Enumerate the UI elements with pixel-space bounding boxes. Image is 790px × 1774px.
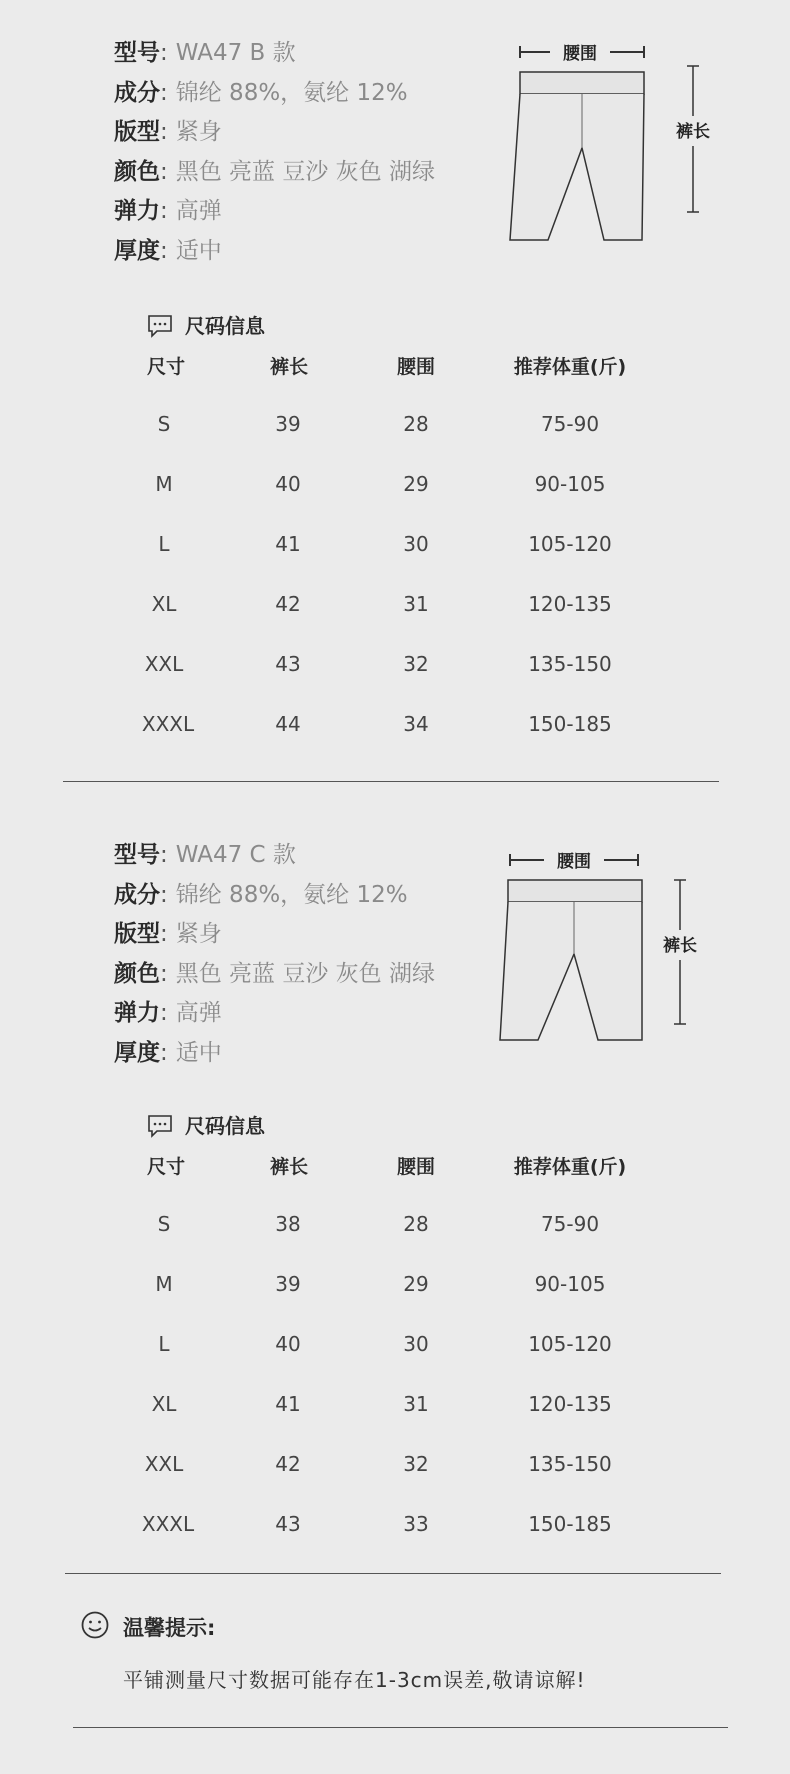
cell-size: M <box>155 1272 173 1296</box>
spec-row-fit: 版型: 紧身 <box>114 119 222 145</box>
cell-size: S <box>157 412 171 436</box>
cell-waist: 28 <box>403 1212 429 1236</box>
cell-weight: 135-150 <box>528 652 612 676</box>
header-waist: 腰围 <box>396 356 436 378</box>
section-divider <box>63 781 719 782</box>
cell-weight: 135-150 <box>528 1452 612 1476</box>
cell-size: L <box>158 1332 170 1356</box>
spec-value: WA47 B 款 <box>175 40 296 66</box>
spec-value: 黑色 亮蓝 豆沙 灰色 湖绿 <box>175 158 435 185</box>
tips-title: 温馨提示: <box>123 1616 216 1640</box>
spec-key: 成分 <box>114 881 160 908</box>
spec-key: 颜色 <box>114 960 160 987</box>
cell-size: S <box>157 1212 171 1236</box>
waist-label: 腰围 <box>563 44 597 64</box>
spec-row-fit: 版型: 紧身 <box>114 921 222 947</box>
pants-diagram-svg <box>490 846 720 1056</box>
header-waist: 腰围 <box>396 1156 436 1178</box>
pants-measure-diagram <box>490 846 720 1060</box>
cell-waist: 29 <box>403 472 429 496</box>
cell-weight: 150-185 <box>528 712 612 736</box>
header-size: 尺寸 <box>146 1156 186 1178</box>
cell-size: XL <box>151 1392 177 1416</box>
cell-size: L <box>158 532 170 556</box>
spec-key: 成分 <box>114 79 160 106</box>
section-divider <box>65 1573 721 1574</box>
pants-measure-diagram <box>500 38 730 252</box>
pants-waistband <box>520 72 644 94</box>
header-length: 裤长 <box>269 1156 309 1178</box>
footer-divider <box>73 1727 728 1728</box>
spec-list <box>114 836 435 1073</box>
cell-weight: 75-90 <box>540 412 600 436</box>
spec-row-color: 颜色: 黑色 亮蓝 豆沙 灰色 湖绿 <box>114 960 435 987</box>
cell-weight: 105-120 <box>528 532 612 556</box>
spec-row-model: 型号: WA47 B 款 <box>114 40 296 66</box>
pants-outline <box>510 94 644 240</box>
spec-row-material: 成分: 锦纶 88%，氨纶 12% <box>114 881 408 908</box>
spec-key: 型号 <box>114 842 160 868</box>
cell-length: 41 <box>275 1392 301 1416</box>
spec-value: 适中 <box>175 1039 222 1066</box>
cell-waist: 28 <box>403 412 429 436</box>
size-table-title <box>147 1110 265 1142</box>
cell-size: XXL <box>144 1452 184 1476</box>
spec-row-model: 型号: WA47 C 款 <box>114 842 296 868</box>
size-table-title-text: 尺码信息 <box>185 1114 265 1138</box>
spec-row-elasticity: 弹力: 高弹 <box>114 1000 222 1026</box>
spec-row-thickness: 厚度: 适中 <box>114 1039 222 1066</box>
cell-length: 43 <box>275 652 301 676</box>
spec-value: 紧身 <box>175 921 222 947</box>
chat-bubble-icon <box>147 1114 173 1138</box>
pants-outline <box>500 902 642 1040</box>
header-length: 裤长 <box>269 356 309 378</box>
spec-value: 紧身 <box>175 119 222 145</box>
spec-value: 适中 <box>175 237 222 264</box>
smiley-icon <box>80 1610 110 1640</box>
spec-key: 厚度 <box>114 237 160 264</box>
cell-size: XL <box>151 592 177 616</box>
spec-key: 弹力 <box>114 198 160 224</box>
cell-weight: 105-120 <box>528 1332 612 1356</box>
length-label: 裤长 <box>663 936 697 956</box>
cell-length: 39 <box>275 412 301 436</box>
header-size: 尺寸 <box>146 356 186 378</box>
spec-value: WA47 C 款 <box>175 842 296 868</box>
spec-key: 版型 <box>114 921 160 947</box>
spec-key: 颜色 <box>114 158 160 185</box>
spec-list <box>114 34 435 271</box>
cell-size: M <box>155 472 173 496</box>
cell-waist: 32 <box>403 1452 429 1476</box>
spec-value: 锦纶 88%，氨纶 12% <box>175 79 408 106</box>
cell-length: 38 <box>275 1212 301 1236</box>
length-label: 裤长 <box>676 122 710 142</box>
spec-value: 锦纶 88%，氨纶 12% <box>175 881 408 908</box>
spec-row-color: 颜色: 黑色 亮蓝 豆沙 灰色 湖绿 <box>114 158 435 185</box>
spec-row-thickness: 厚度: 适中 <box>114 237 222 264</box>
cell-waist: 29 <box>403 1272 429 1296</box>
pants-waistband <box>508 880 642 902</box>
spec-key: 型号 <box>114 40 160 66</box>
size-table-title <box>147 310 265 342</box>
cell-size: XXXL <box>141 1512 195 1536</box>
cell-length: 40 <box>275 472 301 496</box>
size-table-title-text: 尺码信息 <box>185 314 265 338</box>
cell-waist: 33 <box>403 1512 429 1536</box>
cell-size: XXXL <box>141 712 195 736</box>
spec-key: 厚度 <box>114 1039 160 1066</box>
header-weight: 推荐体重(斤) <box>513 356 627 378</box>
spec-row-material: 成分: 锦纶 88%，氨纶 12% <box>114 79 408 106</box>
cell-waist: 30 <box>403 1332 429 1356</box>
header-weight: 推荐体重(斤) <box>513 1156 627 1178</box>
chat-bubble-icon <box>147 314 173 338</box>
spec-value: 黑色 亮蓝 豆沙 灰色 湖绿 <box>175 960 435 987</box>
cell-length: 44 <box>275 712 301 736</box>
cell-waist: 32 <box>403 652 429 676</box>
cell-weight: 90-105 <box>534 472 606 496</box>
tips-text: 平铺测量尺寸数据可能存在1-3cm误差,敬请谅解! <box>123 1668 586 1692</box>
cell-length: 39 <box>275 1272 301 1296</box>
cell-length: 42 <box>275 592 301 616</box>
cell-weight: 75-90 <box>540 1212 600 1236</box>
pants-diagram-svg <box>500 38 730 248</box>
cell-weight: 120-135 <box>528 592 612 616</box>
cell-waist: 30 <box>403 532 429 556</box>
cell-weight: 120-135 <box>528 1392 612 1416</box>
spec-value: 高弹 <box>175 1000 222 1026</box>
cell-waist: 31 <box>403 592 429 616</box>
waist-label: 腰围 <box>557 852 591 872</box>
cell-length: 42 <box>275 1452 301 1476</box>
spec-key: 版型 <box>114 119 160 145</box>
cell-weight: 90-105 <box>534 1272 606 1296</box>
spec-key: 弹力 <box>114 1000 160 1026</box>
cell-length: 41 <box>275 532 301 556</box>
cell-weight: 150-185 <box>528 1512 612 1536</box>
cell-size: XXL <box>144 652 184 676</box>
spec-value: 高弹 <box>175 198 222 224</box>
cell-length: 40 <box>275 1332 301 1356</box>
cell-length: 43 <box>275 1512 301 1536</box>
cell-waist: 31 <box>403 1392 429 1416</box>
spec-row-elasticity: 弹力: 高弹 <box>114 198 222 224</box>
cell-waist: 34 <box>403 712 429 736</box>
